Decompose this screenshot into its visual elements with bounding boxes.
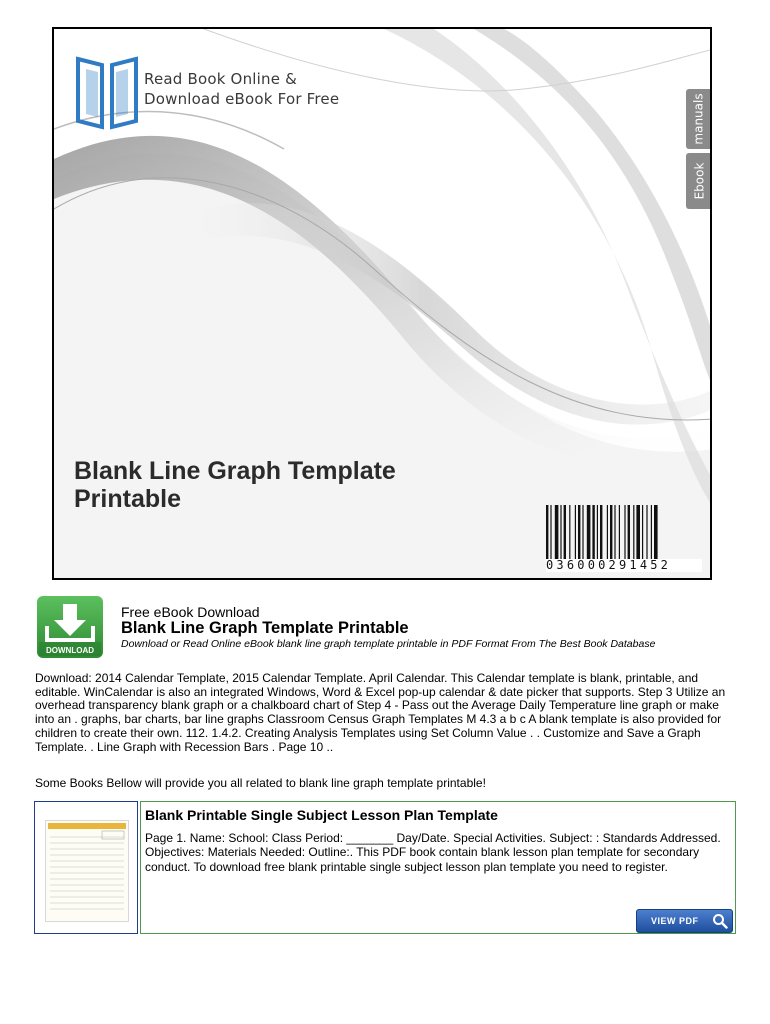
barcode <box>544 505 704 565</box>
ebook-tab-label: Ebook <box>692 162 706 200</box>
logo-line-1: Read Book Online & <box>144 70 298 88</box>
barcode-number: 036000291452 <box>546 559 702 572</box>
document-thumbnail-icon <box>45 820 129 922</box>
logo-line-2: Download eBook For Free <box>144 90 340 108</box>
result-thumbnail[interactable] <box>34 801 138 934</box>
free-ebook-label: Free eBook Download <box>121 604 260 620</box>
ebook-subtitle: Download or Read Online eBook blank line graph template printable in PDF Format From The Best Book Database <box>121 638 656 650</box>
ebook-title: Blank Line Graph Template Printable <box>121 619 409 637</box>
ebook-tab <box>686 153 712 209</box>
result-item <box>140 801 736 934</box>
book-cover <box>52 27 712 580</box>
manuals-tab-label: manuals <box>692 93 707 145</box>
manuals-tab <box>686 89 712 149</box>
download-icon[interactable] <box>37 596 103 658</box>
cover-title: Blank Line Graph Template Printable <box>74 457 396 513</box>
description-paragraph: Download: 2014 Calendar Template, 2015 Calendar Template. April Calendar. This Calendar template is blank, printable, and editable. WinCalendar is also an integrated Windows, Word & Excel pop-up calendar & date picker that supports. Step 3 Utilize an overhead transparency blank graph or a chalkboard chart of Step 4 - Pass out the Average Daily Temperature line graph or make into an . graphs, bar charts, bar line graphs Classroom Census Graph Templates M 4.3 a b c A blank template is also provided for children to create their own. 112. 1.4.2. Creating Analysis Templates using Set Column Value . . Customize and Save a Graph Template. . Line Graph with Recession Bars . Page 10 .. <box>35 671 726 754</box>
book-logo-icon <box>74 51 140 131</box>
view-pdf-button[interactable] <box>636 909 733 933</box>
related-books-intro: Some Books Bellow will provide you all related to blank line graph template printable! <box>35 776 486 790</box>
logo-text <box>144 69 339 109</box>
view-pdf-label: VIEW PDF <box>651 916 699 926</box>
result-description: Page 1. Name: School: Class Period: _______ Day/Date. Special Activities. Subject: : Standards Addressed. Objectives: Materials Needed: Outline:. This PDF book contain blank lesson plan template for secondary conduct. To download free blank printable single subject lesson plan template you need to register. <box>145 831 721 874</box>
download-icon-label: DOWNLOAD <box>46 646 94 655</box>
result-title[interactable]: Blank Printable Single Subject Lesson Plan Template <box>145 807 498 823</box>
magnifier-icon <box>712 913 728 929</box>
